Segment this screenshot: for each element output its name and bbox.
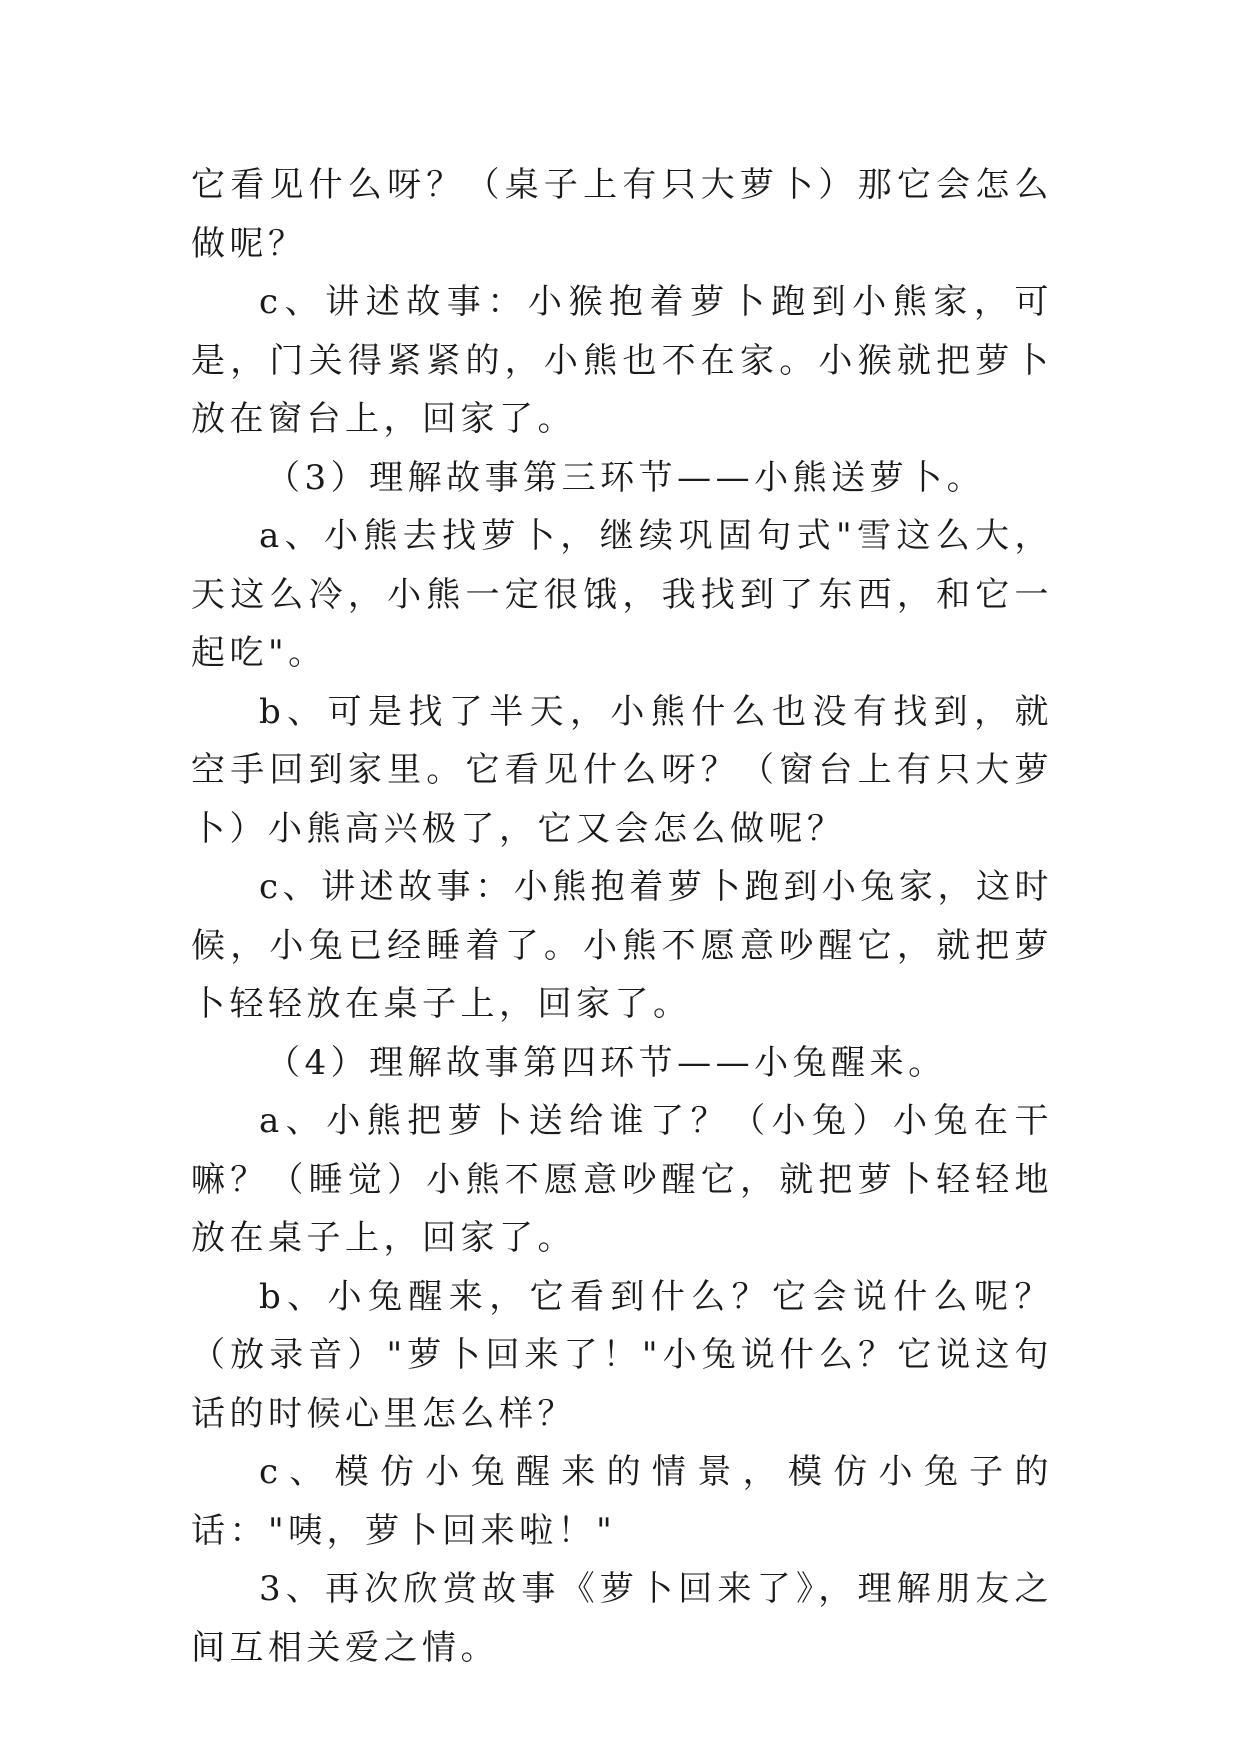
paragraph-4a: a、小熊把萝卜送给谁了？（小兔）小兔在干嘛？（睡觉）小熊不愿意吵醒它，就把萝卜轻轻地放在桌子上，回家了。 xyxy=(191,1101,1053,1258)
paragraph-step-3: 3、再次欣赏故事《萝卜回来了》，理解朋友之间互相关爱之情。 xyxy=(191,1569,1053,1668)
paragraph-3c: c、讲述故事：小熊抱着萝卜跑到小兔家，这时候，小兔已经睡着了。小熊不愿意吵醒它，就把萝卜轻轻放在桌子上，回家了。 xyxy=(191,867,1053,1024)
paragraph-2: c、讲述故事：小猴抱着萝卜跑到小熊家，可是，门关得紧紧的，小熊也不在家。小猴就把萝卜放在窗台上，回家了。 xyxy=(191,282,1053,439)
paragraph-1: 它看见什么呀？（桌子上有只大萝卜）那它会怎么做呢？ xyxy=(191,165,1053,264)
paragraph-4c: c、模仿小兔醒来的情景，模仿小兔子的话："咦，萝卜回来啦！" xyxy=(191,1452,1053,1551)
paragraph-3b: b、可是找了半天，小熊什么也没有找到，就空手回到家里。它看见什么呀？（窗台上有只大萝卜）小熊高兴极了，它又会怎么做呢？ xyxy=(191,691,1053,849)
section-heading-4: （4）理解故事第四环节——小兔醒来。 xyxy=(266,1042,947,1083)
paragraph-4b: b、小兔醒来，它看到什么？它会说什么呢？（放录音）"萝卜回来了！"小兔说什么？它说这句话的时候心里怎么样？ xyxy=(191,1276,1053,1434)
document-body xyxy=(191,156,1053,1677)
section-heading-3: （3）理解故事第三环节——小熊送萝卜。 xyxy=(266,457,986,498)
paragraph-3a: a、小熊去找萝卜，继续巩固句式"雪这么大，天这么冷，小熊一定很饿，我找到了东西，和它一起吃"。 xyxy=(191,516,1053,673)
